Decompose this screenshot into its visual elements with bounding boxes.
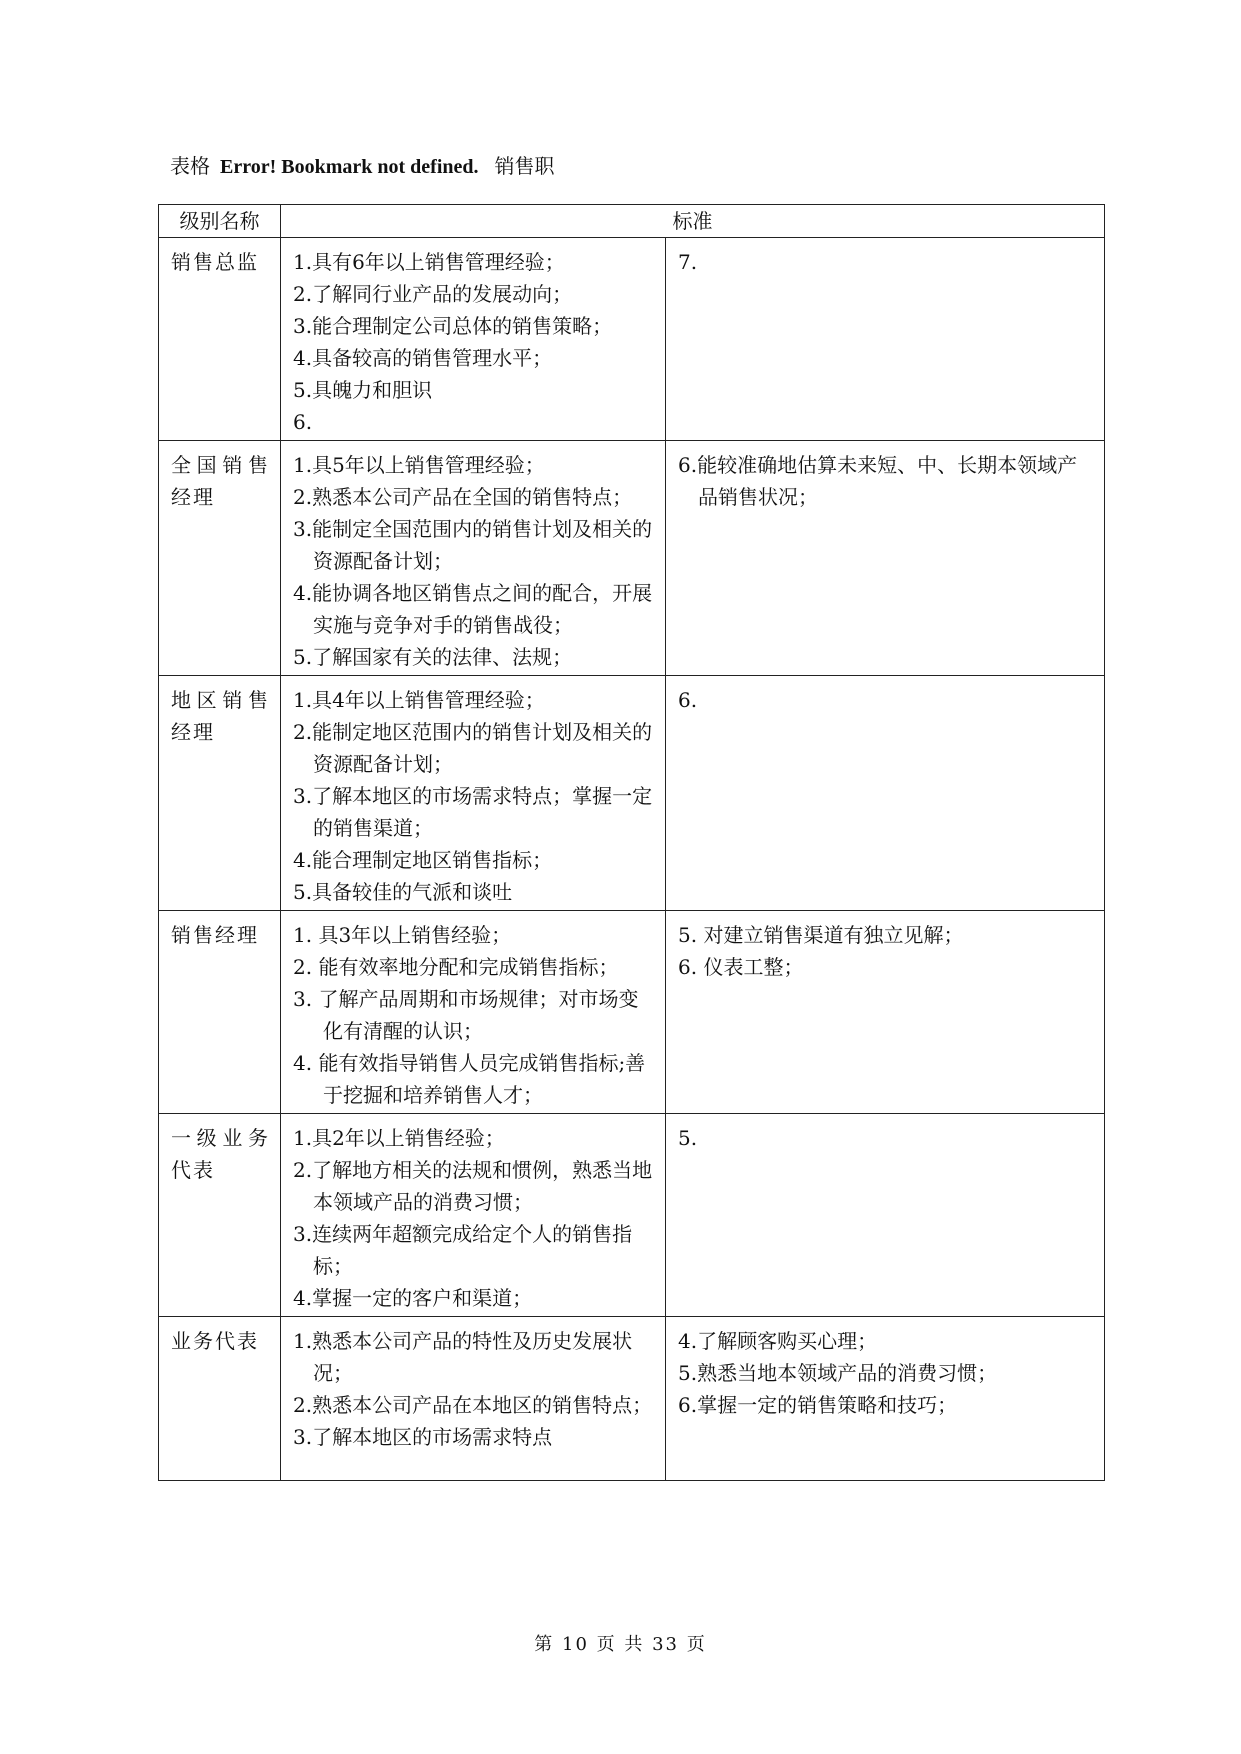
standard-right-cell xyxy=(666,238,1105,441)
criteria-item: 5. 对建立销售渠道有独立见解； xyxy=(678,923,964,947)
criteria-item: 4.具备较高的销售管理水平； xyxy=(293,346,553,370)
criteria-item: 2.能制定地区范围内的销售计划及相关的资源配备计划； xyxy=(293,720,653,776)
standard-right-cell xyxy=(666,911,1105,1114)
criteria-item: 5.具备较佳的气派和谈吐 xyxy=(293,880,513,904)
criteria-item: 2.熟悉本公司产品在本地区的销售特点； xyxy=(293,1393,653,1417)
level-name-cell: 销售经理 xyxy=(159,911,281,1114)
criteria-item: 7. xyxy=(678,250,698,274)
caption-error-text: Error! Bookmark not defined. xyxy=(220,156,479,178)
standard-right-cell xyxy=(666,1317,1105,1481)
header-standard: 标准 xyxy=(281,205,1105,238)
criteria-item: 2.了解地方相关的法规和惯例，熟悉当地本领域产品的消费习惯； xyxy=(293,1158,653,1214)
criteria-item: 5.具魄力和胆识 xyxy=(293,378,433,402)
criteria-item: 6. xyxy=(293,410,313,434)
criteria-item: 4.能协调各地区销售点之间的配合，开展实施与竞争对手的销售战役； xyxy=(293,581,653,637)
sales-standards-table xyxy=(158,204,1105,1481)
caption-prefix: 表格 xyxy=(170,154,210,178)
standard-right-cell xyxy=(666,676,1105,911)
criteria-item: 5.了解国家有关的法律、法规； xyxy=(293,645,573,669)
criteria-item: 4.能合理制定地区销售指标； xyxy=(293,848,553,872)
criteria-item: 3.能合理制定公司总体的销售策略； xyxy=(293,314,613,338)
standard-right-cell xyxy=(666,441,1105,676)
table-row xyxy=(159,1317,1105,1481)
table-row xyxy=(159,676,1105,911)
criteria-item: 1.具5年以上销售管理经验； xyxy=(293,453,545,477)
criteria-item: 3. 了解产品周期和市场规律；对市场变化有清醒的认识； xyxy=(293,987,639,1043)
table-header-row xyxy=(159,205,1105,238)
standard-left-cell xyxy=(281,911,666,1114)
criteria-item: 2. 能有效率地分配和完成销售指标； xyxy=(293,955,619,979)
criteria-item: 4.掌握一定的客户和渠道； xyxy=(293,1286,533,1310)
criteria-item: 3.连续两年超额完成给定个人的销售指标； xyxy=(293,1222,633,1278)
level-name-cell: 一级业务代表 xyxy=(159,1114,281,1317)
criteria-item: 1.具2年以上销售经验； xyxy=(293,1126,505,1150)
standard-left-cell xyxy=(281,1114,666,1317)
table-row xyxy=(159,1114,1105,1317)
criteria-item: 6. 仪表工整； xyxy=(678,955,804,979)
standard-right-cell xyxy=(666,1114,1105,1317)
standard-left-cell xyxy=(281,676,666,911)
level-name-cell: 销售总监 xyxy=(159,238,281,441)
criteria-item: 3.能制定全国范围内的销售计划及相关的资源配备计划； xyxy=(293,517,653,573)
table-row xyxy=(159,238,1105,441)
criteria-item: 5.熟悉当地本领域产品的消费习惯； xyxy=(678,1361,998,1385)
criteria-item: 1.熟悉本公司产品的特性及历史发展状况； xyxy=(293,1329,633,1385)
table-row xyxy=(159,441,1105,676)
page-footer: 第 10 页 共 33 页 xyxy=(534,1634,707,1655)
standard-left-cell xyxy=(281,441,666,676)
criteria-item: 3.了解本地区的市场需求特点；掌握一定的销售渠道； xyxy=(293,784,653,840)
criteria-item: 6.掌握一定的销售策略和技巧； xyxy=(678,1393,958,1417)
criteria-item: 1.具4年以上销售管理经验； xyxy=(293,688,545,712)
standard-left-cell xyxy=(281,238,666,441)
level-name-cell: 全国销售经理 xyxy=(159,441,281,676)
header-level: 级别名称 xyxy=(159,205,281,238)
criteria-item: 1.具有6年以上销售管理经验； xyxy=(293,250,565,274)
level-name-cell: 业务代表 xyxy=(159,1317,281,1481)
criteria-item: 6. xyxy=(678,688,698,712)
caption-title: 销售职 xyxy=(494,154,555,178)
criteria-item: 3.了解本地区的市场需求特点 xyxy=(293,1425,553,1449)
criteria-item: 6.能较准确地估算未来短、中、长期本领域产品销售状况； xyxy=(678,453,1078,509)
criteria-item: 4. 能有效指导销售人员完成销售指标;善于挖掘和培养销售人才； xyxy=(293,1051,646,1107)
standard-left-cell xyxy=(281,1317,666,1481)
table-caption xyxy=(170,150,555,179)
table-row xyxy=(159,911,1105,1114)
criteria-item: 4.了解顾客购买心理； xyxy=(678,1329,878,1353)
criteria-item: 5. xyxy=(678,1126,698,1150)
level-name-cell: 地区销售经理 xyxy=(159,676,281,911)
criteria-item: 2.了解同行业产品的发展动向； xyxy=(293,282,573,306)
criteria-item: 2.熟悉本公司产品在全国的销售特点； xyxy=(293,485,633,509)
table-body xyxy=(159,238,1105,1481)
criteria-item: 1. 具3年以上销售经验； xyxy=(293,923,512,947)
